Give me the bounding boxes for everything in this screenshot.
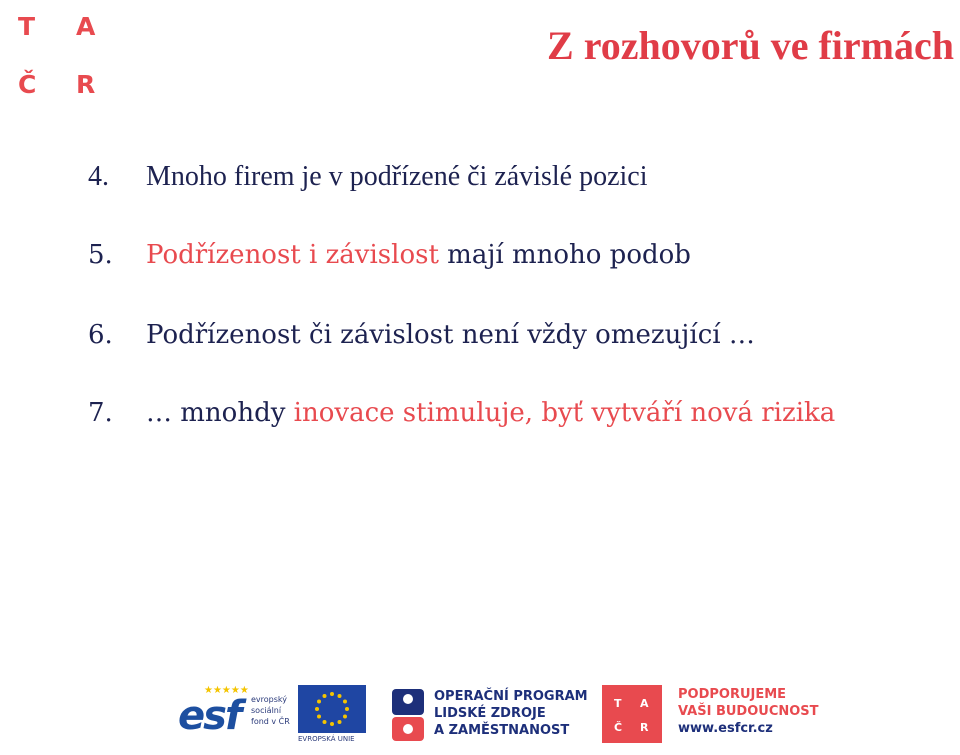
star-icon: ★★★★★: [204, 685, 249, 696]
list-item: [88, 320, 755, 351]
logo-letter-c: Č: [18, 70, 37, 99]
eu-star: [317, 715, 321, 719]
eu-star: [323, 720, 327, 724]
eu-star: [343, 715, 347, 719]
item-highlight: Podřízenost i závislost: [146, 240, 439, 270]
eu-star: [323, 694, 327, 698]
list-item: [88, 398, 835, 429]
eu-star: [315, 707, 319, 711]
op-program-name: OPERAČNÍ PROGRAM LIDSKÉ ZDROJE A ZAMĚSTNANOST: [434, 689, 588, 738]
slide-title: Z rozhovorů ve firmách: [547, 23, 954, 68]
esf-logo: [178, 685, 293, 745]
eu-star: [330, 692, 334, 696]
logo-letter-t: T: [18, 12, 36, 41]
logo-letter-a: A: [76, 12, 96, 41]
logo-letter-r: R: [76, 70, 96, 99]
tacr-small-logo: T A Č R: [602, 685, 662, 743]
item-number: 5.: [88, 240, 113, 270]
footer-logos: [178, 683, 818, 747]
item-number: 6.: [88, 320, 113, 350]
eu-caption: EVROPSKÁ UNIE: [298, 735, 355, 743]
eu-star: [345, 707, 349, 711]
list-item: [88, 160, 647, 194]
eu-flag-icon: [298, 685, 366, 733]
esf-caption: evropský sociální fond v ČR: [251, 695, 290, 726]
list-item: [88, 240, 691, 271]
tacr-logo: [12, 10, 112, 105]
eu-star: [330, 722, 334, 726]
esf-mark: esf: [178, 693, 241, 739]
item-text: mají mnoho podob: [438, 240, 691, 270]
item-text: … mnohdy: [146, 398, 294, 428]
eu-star: [338, 694, 342, 698]
item-text: Podřízenost či závislost není vždy omezující …: [146, 320, 755, 350]
item-number: 7.: [88, 398, 113, 428]
item-highlight: inovace stimuluje, byť vytváří nová rizika: [293, 398, 836, 428]
item-number: 4.: [88, 161, 109, 192]
eu-star: [317, 700, 321, 704]
item-text: Mnoho firem je v podřízené či závislé pozici: [146, 161, 648, 192]
support-slogan: PODPORUJEME VAŠI BUDOUCNOST www.esfcr.cz: [678, 687, 819, 736]
eu-star: [343, 700, 347, 704]
op-puzzle-icon: [388, 685, 428, 745]
esfcr-url: www.esfcr.cz: [678, 720, 773, 736]
eu-star: [338, 720, 342, 724]
